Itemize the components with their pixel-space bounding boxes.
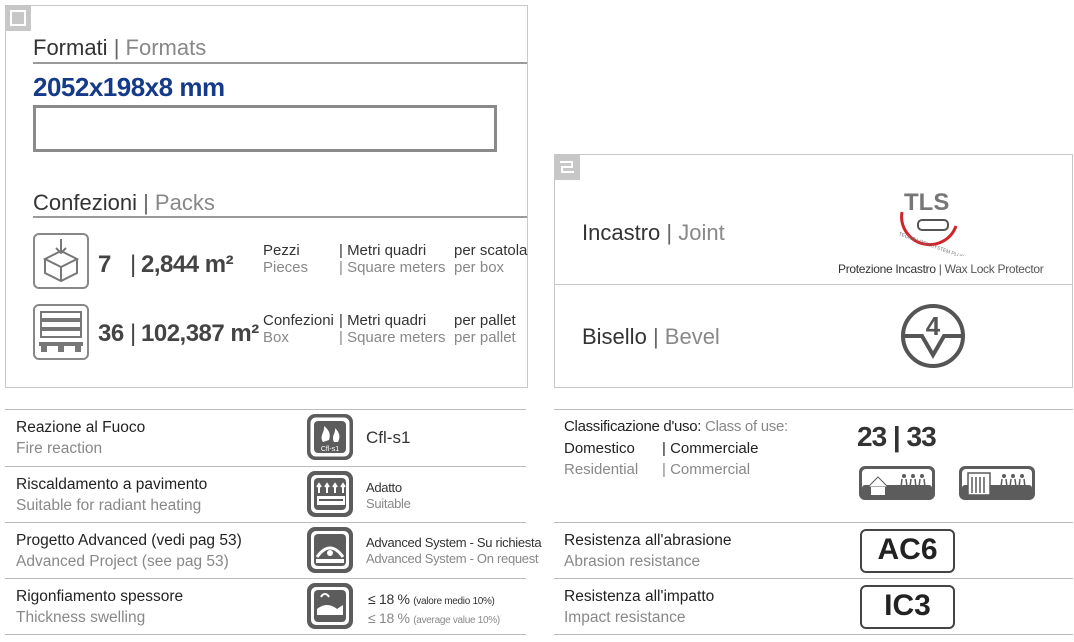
class-domestic: Domestico Residential xyxy=(564,440,639,478)
packs-heading: Confezioni | Packs xyxy=(33,190,215,215)
pieces-count: 7 xyxy=(98,251,111,278)
format-image-placeholder xyxy=(33,105,497,152)
pallet-col-sqm: | Metri quadri | Square meters xyxy=(339,312,446,346)
use-classes: 23 | 33 xyxy=(857,421,936,452)
bevel-heading: Bisello | Bevel xyxy=(582,324,720,349)
joint-tag-icon xyxy=(554,154,580,180)
residential-use-icon xyxy=(858,465,936,501)
right-row-line-0 xyxy=(554,409,1073,410)
box-icon xyxy=(33,233,87,287)
bevel-number: 4 xyxy=(925,311,941,341)
commercial-use-icon xyxy=(958,465,1036,501)
box-area: 2,844 m² xyxy=(141,251,234,278)
box-col-pieces: Pezzi Pieces xyxy=(263,242,309,276)
impact-label: Resistenza all'impatto Impact resistance xyxy=(564,588,715,626)
fire-reaction-icon xyxy=(307,414,353,460)
left-row-line-1 xyxy=(5,466,526,467)
pallet-icon xyxy=(33,304,87,358)
class-of-use-label: Classificazione d'uso: Class of use: xyxy=(564,418,788,435)
formats-divider xyxy=(33,62,527,64)
pallet-area: 102,387 m² xyxy=(141,320,259,347)
pallet-col-per: per pallet per pallet xyxy=(454,312,516,346)
fire-reaction-value: Cfl-s1 xyxy=(366,428,411,447)
fire-reaction-label: Reazione al Fuoco Fire reaction xyxy=(16,419,146,457)
left-row-line-2 xyxy=(5,522,526,523)
abrasion-label: Resistenza all'abrasione Abrasion resistance xyxy=(564,532,732,570)
tls-caption: Protezione Incastro | Wax Lock Protector xyxy=(838,262,1044,276)
box-col-per: per scatola per box xyxy=(454,242,528,276)
thickness-swelling-value: ≤ 18 % (valore medio 10%) ≤ 18 % (average value 10%) xyxy=(368,591,500,626)
bevel-4-icon xyxy=(900,303,966,369)
right-row-line-1 xyxy=(554,522,1073,523)
thickness-swelling-label: Rigonfiamento spessore Thickness swelling xyxy=(16,588,184,626)
box-separator: | xyxy=(130,251,136,278)
left-row-line-4 xyxy=(5,634,526,635)
format-size: 2052x198x8 mm xyxy=(33,72,225,102)
radiant-heating-label: Riscaldamento a pavimento Suitable for radiant heating xyxy=(16,476,208,514)
impact-badge: IC3 xyxy=(860,585,955,629)
class-commercial: | Commerciale | Commercial xyxy=(662,440,759,478)
pallet-separator: | xyxy=(130,320,136,347)
right-row-line-3 xyxy=(554,634,1073,635)
advanced-system-value: Advanced System - Su richiesta Advanced System - On request xyxy=(366,535,542,566)
thickness-swelling-icon xyxy=(307,583,353,629)
box-col-sqm: | Metri quadri | Square meters xyxy=(339,242,446,276)
tls-logo-text: TLS xyxy=(904,189,950,216)
right-row-line-2 xyxy=(554,578,1073,579)
radiant-heating-value: Adatto Suitable xyxy=(366,480,411,511)
left-row-line-3 xyxy=(5,578,526,579)
fire-icon-label: Cfl-s1 xyxy=(320,446,340,453)
advanced-system-icon xyxy=(307,527,353,573)
joint-heading: Incastro | Joint xyxy=(582,220,725,245)
pallet-col-boxes: Confezioni Box xyxy=(263,312,334,346)
radiant-heating-icon xyxy=(307,471,353,517)
joint-bevel-divider xyxy=(554,284,1073,285)
square-tag-icon xyxy=(5,5,31,31)
tls-logo xyxy=(890,186,970,256)
left-row-line-0 xyxy=(5,409,526,410)
tls-ring-text: TECNO LOCK SYSTEM PLUS xyxy=(897,231,965,256)
abrasion-badge: AC6 xyxy=(860,529,955,573)
formats-heading: Formati | Formats xyxy=(33,35,207,60)
packs-divider xyxy=(33,216,527,218)
boxes-count: 36 xyxy=(98,320,124,347)
advanced-project-label: Progetto Advanced (vedi pag 53) Advanced Project (see pag 53) xyxy=(16,532,242,570)
